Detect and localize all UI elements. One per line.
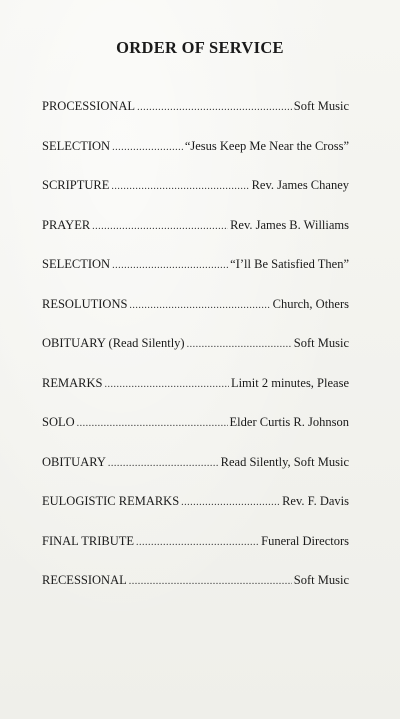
service-item-label: EULOGISTIC REMARKS [42,494,180,508]
service-item-selection-2 [42,257,349,297]
service-order-list [42,99,349,613]
service-item-label: FINAL TRIBUTE [42,533,135,548]
service-item-label: SOLO [42,415,75,429]
service-item-label: RESOLUTIONS [42,296,128,311]
service-item-value: Rev. F. Davis [282,494,349,508]
service-item-prayer [42,218,349,258]
dot-leader [137,102,292,113]
dot-leader [112,142,183,153]
service-item-processional [42,99,349,139]
service-item-value: “I’ll Be Satisfied Then” [230,257,349,271]
service-item-value: Rev. James B. Williams [230,217,349,232]
service-item-selection-1 [42,139,349,179]
dot-leader [111,181,249,192]
service-item-resolutions [42,297,349,337]
service-item-label: OBITUARY (Read Silently) [42,336,185,350]
service-item-obituary-1 [42,336,349,376]
service-item-value: “Jesus Keep Me Near the Cross” [184,138,349,153]
service-item-label: SCRIPTURE [42,178,110,192]
service-item-remarks [42,376,349,416]
page-title: ORDER OF SERVICE [116,38,284,57]
service-item-obituary-2 [42,455,349,495]
dot-leader [92,221,228,232]
service-item-label: SELECTION [42,138,111,153]
service-item-label: REMARKS [42,375,103,390]
service-item-label: OBITUARY [42,454,106,469]
dot-leader [112,260,228,271]
service-item-label: RECESSIONAL [42,573,127,587]
service-item-value: Soft Music [293,99,349,113]
dot-leader [136,537,259,548]
dot-leader [181,497,280,508]
dot-leader [77,418,228,429]
service-item-value: Rev. James Chaney [251,178,349,192]
service-item-value: Soft Music [293,573,349,587]
service-item-value: Read Silently, Soft Music [220,454,349,469]
dot-leader [129,300,270,311]
service-item-eulogistic-remarks [42,494,349,534]
dot-leader [187,339,292,350]
service-item-scripture [42,178,349,218]
service-item-value: Funeral Directors [261,533,349,548]
service-item-value: Elder Curtis R. Johnson [229,415,349,429]
dot-leader [104,379,229,390]
dot-leader [129,576,292,587]
dot-leader [108,458,219,469]
service-item-value: Soft Music [293,336,349,350]
service-item-value: Church, Others [272,296,349,311]
service-item-label: PROCESSIONAL [42,99,136,113]
service-item-solo [42,415,349,455]
service-item-label: SELECTION [42,257,111,271]
service-item-label: PRAYER [42,217,91,232]
service-item-final-tribute [42,534,349,574]
service-item-recessional [42,573,349,613]
service-item-value: Limit 2 minutes, Please [230,375,349,390]
